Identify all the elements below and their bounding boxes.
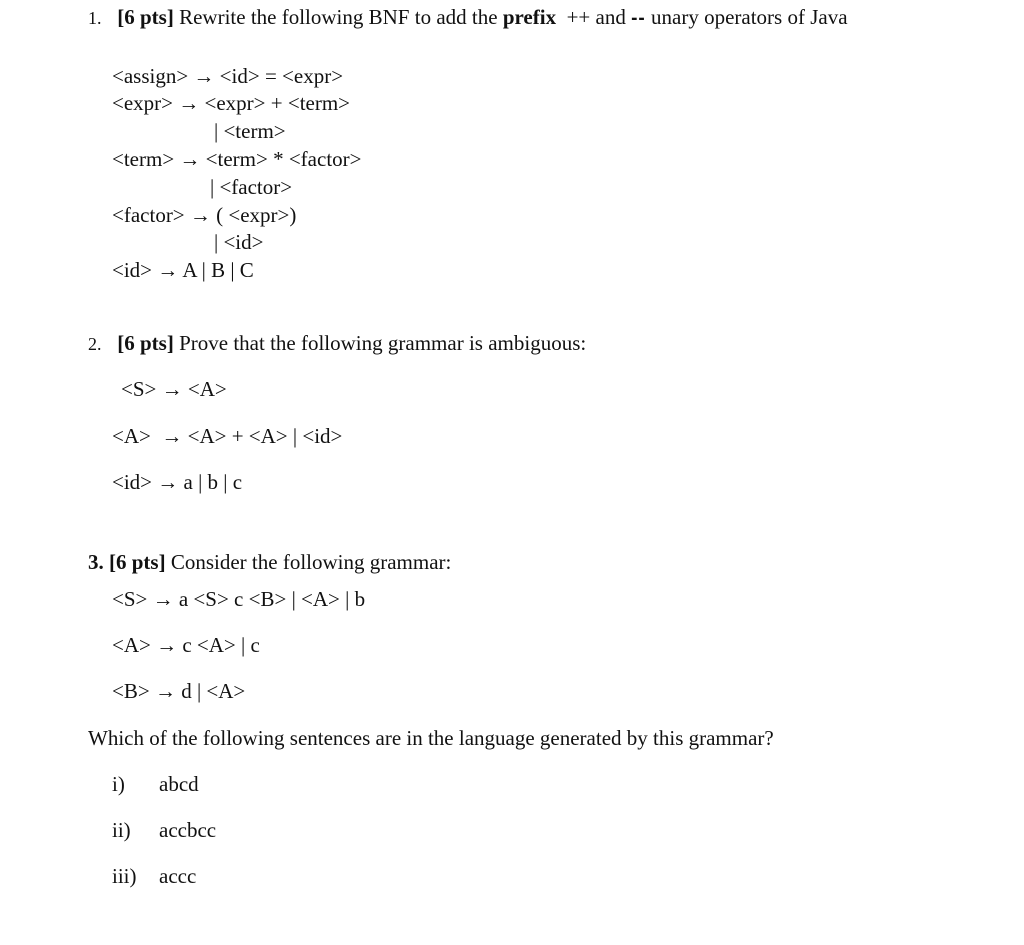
question-1-prefix-word: prefix <box>502 5 557 29</box>
question-3-text: Consider the following grammar: <box>165 550 452 574</box>
question-3-header <box>88 552 451 573</box>
option-label: iii) <box>112 864 137 888</box>
grammar-line: | <factor> <box>210 175 293 199</box>
question-1-dashes: -- <box>631 8 646 29</box>
grammar-line: <factor> → ( <expr>) <box>112 203 297 227</box>
grammar-line: <id> → a | b | c <box>112 470 243 494</box>
question-1-text-mid: ++ and <box>556 5 632 29</box>
option-label: i) <box>112 772 125 796</box>
question-2-number: 2. <box>88 334 102 354</box>
grammar-line: <expr> → <expr> + <term> <box>112 91 351 115</box>
option-value: accbcc <box>159 818 217 842</box>
grammar-line: <id> → A | B | C <box>112 258 254 282</box>
question-3-number-points: 3. [6 pts] <box>88 550 166 574</box>
option-value: accc <box>159 864 197 888</box>
question-3-prompt: Which of the following sentences are in the language generated by this grammar? <box>88 726 774 750</box>
question-1-text-after: unary operators of Java <box>645 5 848 29</box>
question-1-text-before: Rewrite the following BNF to add the <box>173 5 503 29</box>
grammar-line: <assign> → <id> = <expr> <box>112 64 344 88</box>
grammar-line: <B> → d | <A> <box>112 679 246 703</box>
question-2-points: [6 pts] <box>117 331 174 355</box>
question-1-points: [6 pts] <box>117 5 174 29</box>
grammar-line: <S> → a <S> c <B> | <A> | b <box>112 587 366 611</box>
grammar-line: | <term> <box>214 119 286 143</box>
option-label: ii) <box>112 818 131 842</box>
option-value: abcd <box>159 772 199 796</box>
question-2-header <box>88 333 586 354</box>
grammar-line: <S> → <A> <box>121 377 227 401</box>
grammar-line: | <id> <box>214 230 264 254</box>
grammar-line: <A> → c <A> | c <box>112 633 260 657</box>
grammar-line: <A> → <A> + <A> | <id> <box>112 424 343 448</box>
question-1-number: 1. <box>88 8 102 28</box>
grammar-line: <term> → <term> * <factor> <box>112 147 362 171</box>
question-2-text: Prove that the following grammar is ambiguous: <box>173 331 587 355</box>
question-1-header <box>88 7 848 28</box>
